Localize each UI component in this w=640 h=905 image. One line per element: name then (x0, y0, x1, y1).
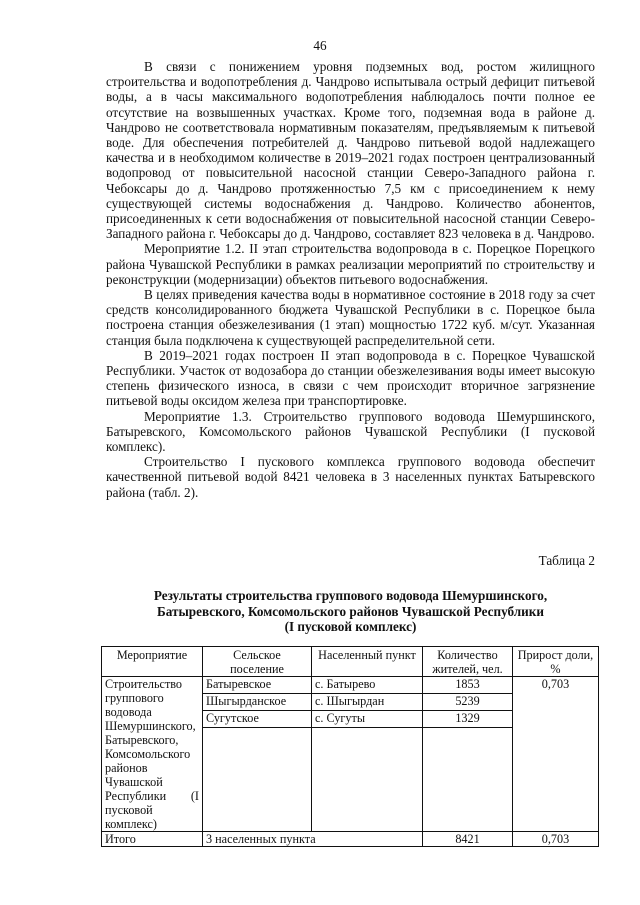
settlement-cell: Батыревское (203, 677, 312, 694)
settlement-cell: Шыгырданское (203, 694, 312, 711)
table-label: Таблица 2 (538, 553, 595, 568)
total-residents-cell: 8421 (423, 832, 513, 847)
paragraph: Мероприятие 1.2. II этап строительства водопровода в с. Порецкое Порецкого района Чувашской Республики в рамках реализации мероприятий по строительству и реконструкции (модернизации) объектов питьевого водоснабжения. (106, 241, 595, 287)
header-residents: Количество жителей, чел. (423, 647, 513, 677)
table-title-line: Результаты строительства группового водовода Шемуршинского, (153, 588, 548, 603)
paragraph: В связи с понижением уровня подземных вод, ростом жилищного строительства и водопотребления д. Чандрово испытывала острый дефицит питьевой воды, а в часы максимального водопотребления наблюдалось почти полное ее отсутствие на возвышенных участках. Кроме того, подземная вода в районе д. Чандрово не соответствовала нормативным показателям, предъявляемым к питьевой воде. Для обеспечения потребителей д. Чандрово питьевой водой надлежащего качества и в необходимом количестве в 2019–2021 годах построен централизованный водопровод от повысительной насосной станции Северо-Западного района г. Чебоксары до д. Чандрово протяженностью 7,5 км с присоединением к нему существующей системы водоснабжения д. Чандрово. Количество абонентов, присоединенных к сети водоснабжения от повысительной насосной станции Северо-Западного района г. Чебоксары до д. Чандрово, составляет 823 человека в д. Чандрово. (106, 59, 595, 242)
header-locality: Населенный пункт (312, 647, 423, 677)
total-localities-cell: 3 населенных пункта (203, 832, 423, 847)
paragraph: В 2019–2021 годах построен II этап водопровода в с. Порецкое Чувашской Республики. Участок от водозабора до станции обезжелезивания воды имеет высокую степень физического износа, в связи с чем происходит вторичное загрязнение питьевой воды оксидом железа при транспортировке. (106, 347, 595, 409)
locality-cell: с. Шыгырдан (312, 694, 423, 711)
locality-cell: с. Батырево (312, 677, 423, 694)
body-text (106, 59, 595, 500)
residents-cell: 1329 (423, 711, 513, 728)
paragraph: Строительство I пускового комплекса группового водовода обеспечит качественной питьевой водой 8421 человека в 3 населенных пунктах Батыревского района (табл. 2). (106, 454, 595, 500)
table-row (102, 677, 599, 694)
table-title-line: (I пусковой комплекс) (284, 619, 417, 634)
residents-cell: 1853 (423, 677, 513, 694)
header-settlement: Сельское поселение (203, 647, 312, 677)
empty-cell (423, 728, 513, 832)
residents-cell: 5239 (423, 694, 513, 711)
locality-cell: с. Сугуты (312, 711, 423, 728)
share-growth-cell: 0,703 (513, 677, 599, 832)
event-cell: Строительство группового водовода Шемуршинского, Батыревского, Комсомольского районов Чувашской Республики (I пусковой комплекс) (102, 677, 203, 832)
header-event: Мероприятие (102, 647, 203, 677)
table-header-row (102, 647, 599, 677)
paragraph: Мероприятие 1.3. Строительство группового водовода Шемуршинского, Батыревского, Комсомольского районов Чувашской Республики (I пусковой комплекс). (106, 408, 595, 455)
empty-cell (312, 728, 423, 832)
table-total-row (102, 832, 599, 847)
settlement-cell: Сугутское (203, 711, 312, 728)
table-title-line: Батыревского, Комсомольского районов Чувашской Республики (157, 603, 544, 619)
total-label-cell: Итого (102, 832, 203, 847)
paragraph: В целях приведения качества воды в нормативное состояние в 2018 году за счет средств консолидированного бюджета Чувашской Республики в с. Порецкое была построена станция обезжелезивания (1 этап) мощностью 1722 куб. м/сут. Указанная станция была подключена к существующей распределительной сети. (106, 287, 595, 348)
results-table (101, 646, 599, 847)
page-number: 46 (313, 38, 327, 53)
empty-cell (203, 728, 312, 832)
header-share-growth: Прирост доли, % (513, 647, 599, 677)
table-title (106, 588, 595, 635)
total-share-growth-cell: 0,703 (513, 832, 599, 847)
